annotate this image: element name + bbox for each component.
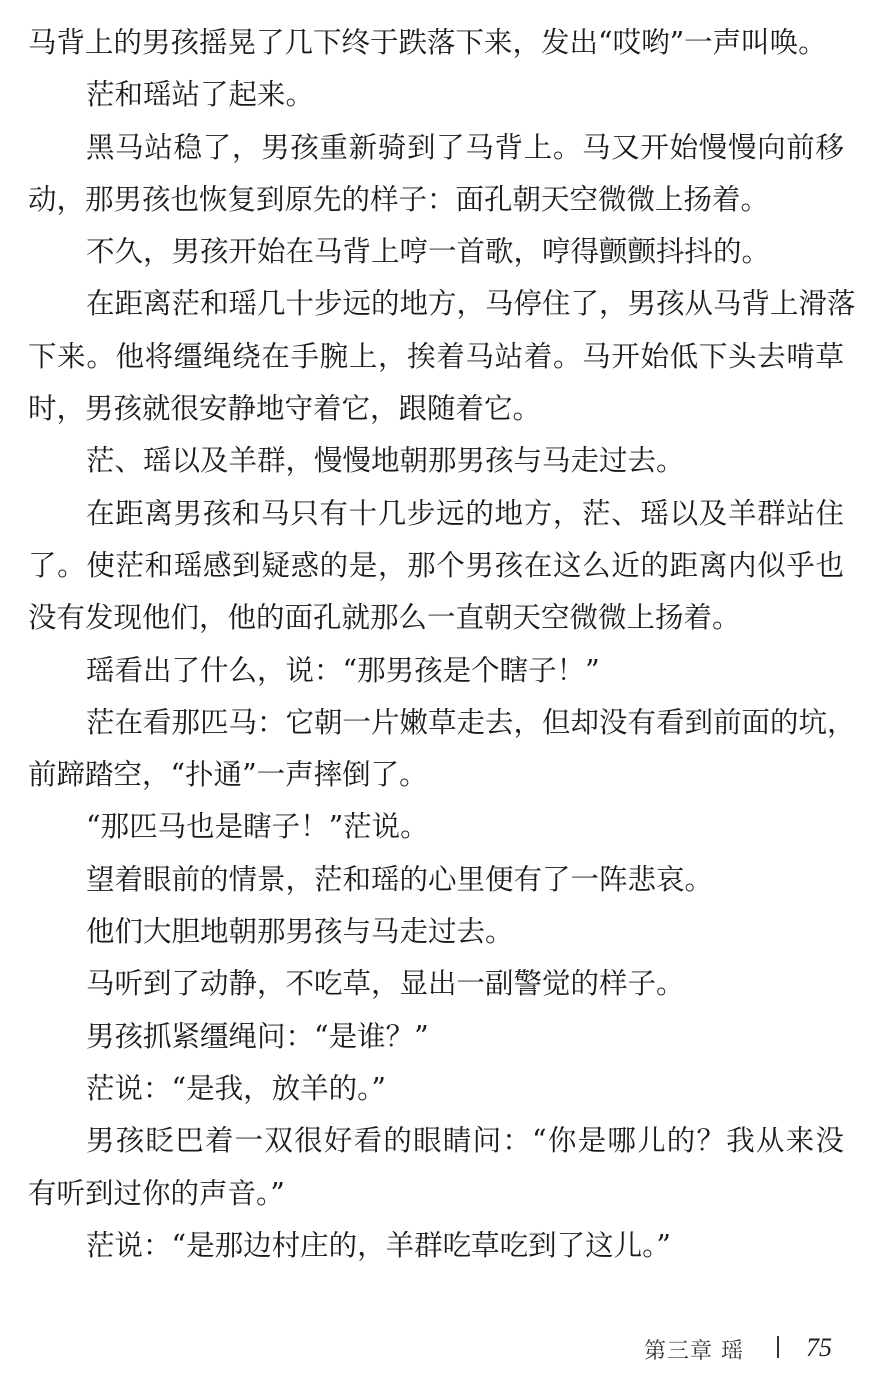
text-line: 男孩眨巴着一双很好看的眼睛问：“你是哪儿的？我从来没: [86, 1124, 844, 1158]
body-text: [28, 17, 856, 1272]
text-line: 有听到过你的声音。”: [28, 1176, 285, 1210]
text-line: 茫说：“是那边村庄的，羊群吃草吃到了这儿。”: [86, 1228, 671, 1262]
text-line: 他们大胆地朝那男孩与马走过去。: [86, 915, 514, 949]
text-line: 没有发现他们，他的面孔就那么一直朝天空微微上扬着。: [28, 601, 741, 635]
text-line: 马背上的男孩摇晃了几下终于跌落下来，发出“哎哟”一声叫唤。: [28, 26, 827, 59]
text-line: 下来。他将缰绳绕在手腕上，挨着马站着。马开始低下头去啃草: [28, 339, 844, 373]
text-line: 茫在看那匹马：它朝一片嫩草走去，但却没有看到前面的坑，: [86, 705, 856, 739]
text-line: 茫和瑶站了起来。: [86, 78, 315, 112]
text-line: 时，男孩就很安静地守着它，跟随着它。: [28, 392, 542, 426]
text-line: 不久，男孩开始在马背上哼一首歌，哼得颤颤抖抖的。: [86, 235, 771, 269]
page-number: 75: [806, 1333, 832, 1362]
text-line: 茫说：“是我，放羊的。”: [86, 1071, 386, 1105]
text-line: 男孩抓紧缰绳问：“是谁？”: [86, 1019, 429, 1053]
text-line: 在距离茫和瑶几十步远的地方，马停住了，男孩从马背上滑落: [86, 287, 856, 321]
text-line: 瑶看出了什么，说：“那男孩是个瞎子！”: [86, 653, 600, 687]
text-line: 黑马站稳了，男孩重新骑到了马背上。马又开始慢慢向前移: [86, 130, 844, 164]
text-line: 在距离男孩和马只有十几步远的地方，茫、瑶以及羊群站住: [86, 496, 844, 530]
text-line: 马听到了动静，不吃草，显出一副警觉的样子。: [86, 967, 685, 1001]
text-line: 动，那男孩也恢复到原先的样子：面孔朝天空微微上扬着。: [28, 182, 770, 216]
text-line: 了。使茫和瑶感到疑惑的是，那个男孩在这么近的距离内似乎也: [28, 548, 844, 582]
text-line: “那匹马也是瞎子！”茫说。: [86, 810, 429, 844]
footer-divider: [777, 1336, 779, 1358]
chapter-title: 第三章 瑶: [644, 1339, 744, 1364]
text-line: 茫、瑶以及羊群，慢慢地朝那男孩与马走过去。: [86, 444, 685, 478]
text-line: 前蹄踏空，“扑通”一声摔倒了。: [28, 758, 428, 792]
page-footer: [640, 1328, 860, 1368]
text-line: 望着眼前的情景，茫和瑶的心里便有了一阵悲哀。: [86, 862, 714, 896]
